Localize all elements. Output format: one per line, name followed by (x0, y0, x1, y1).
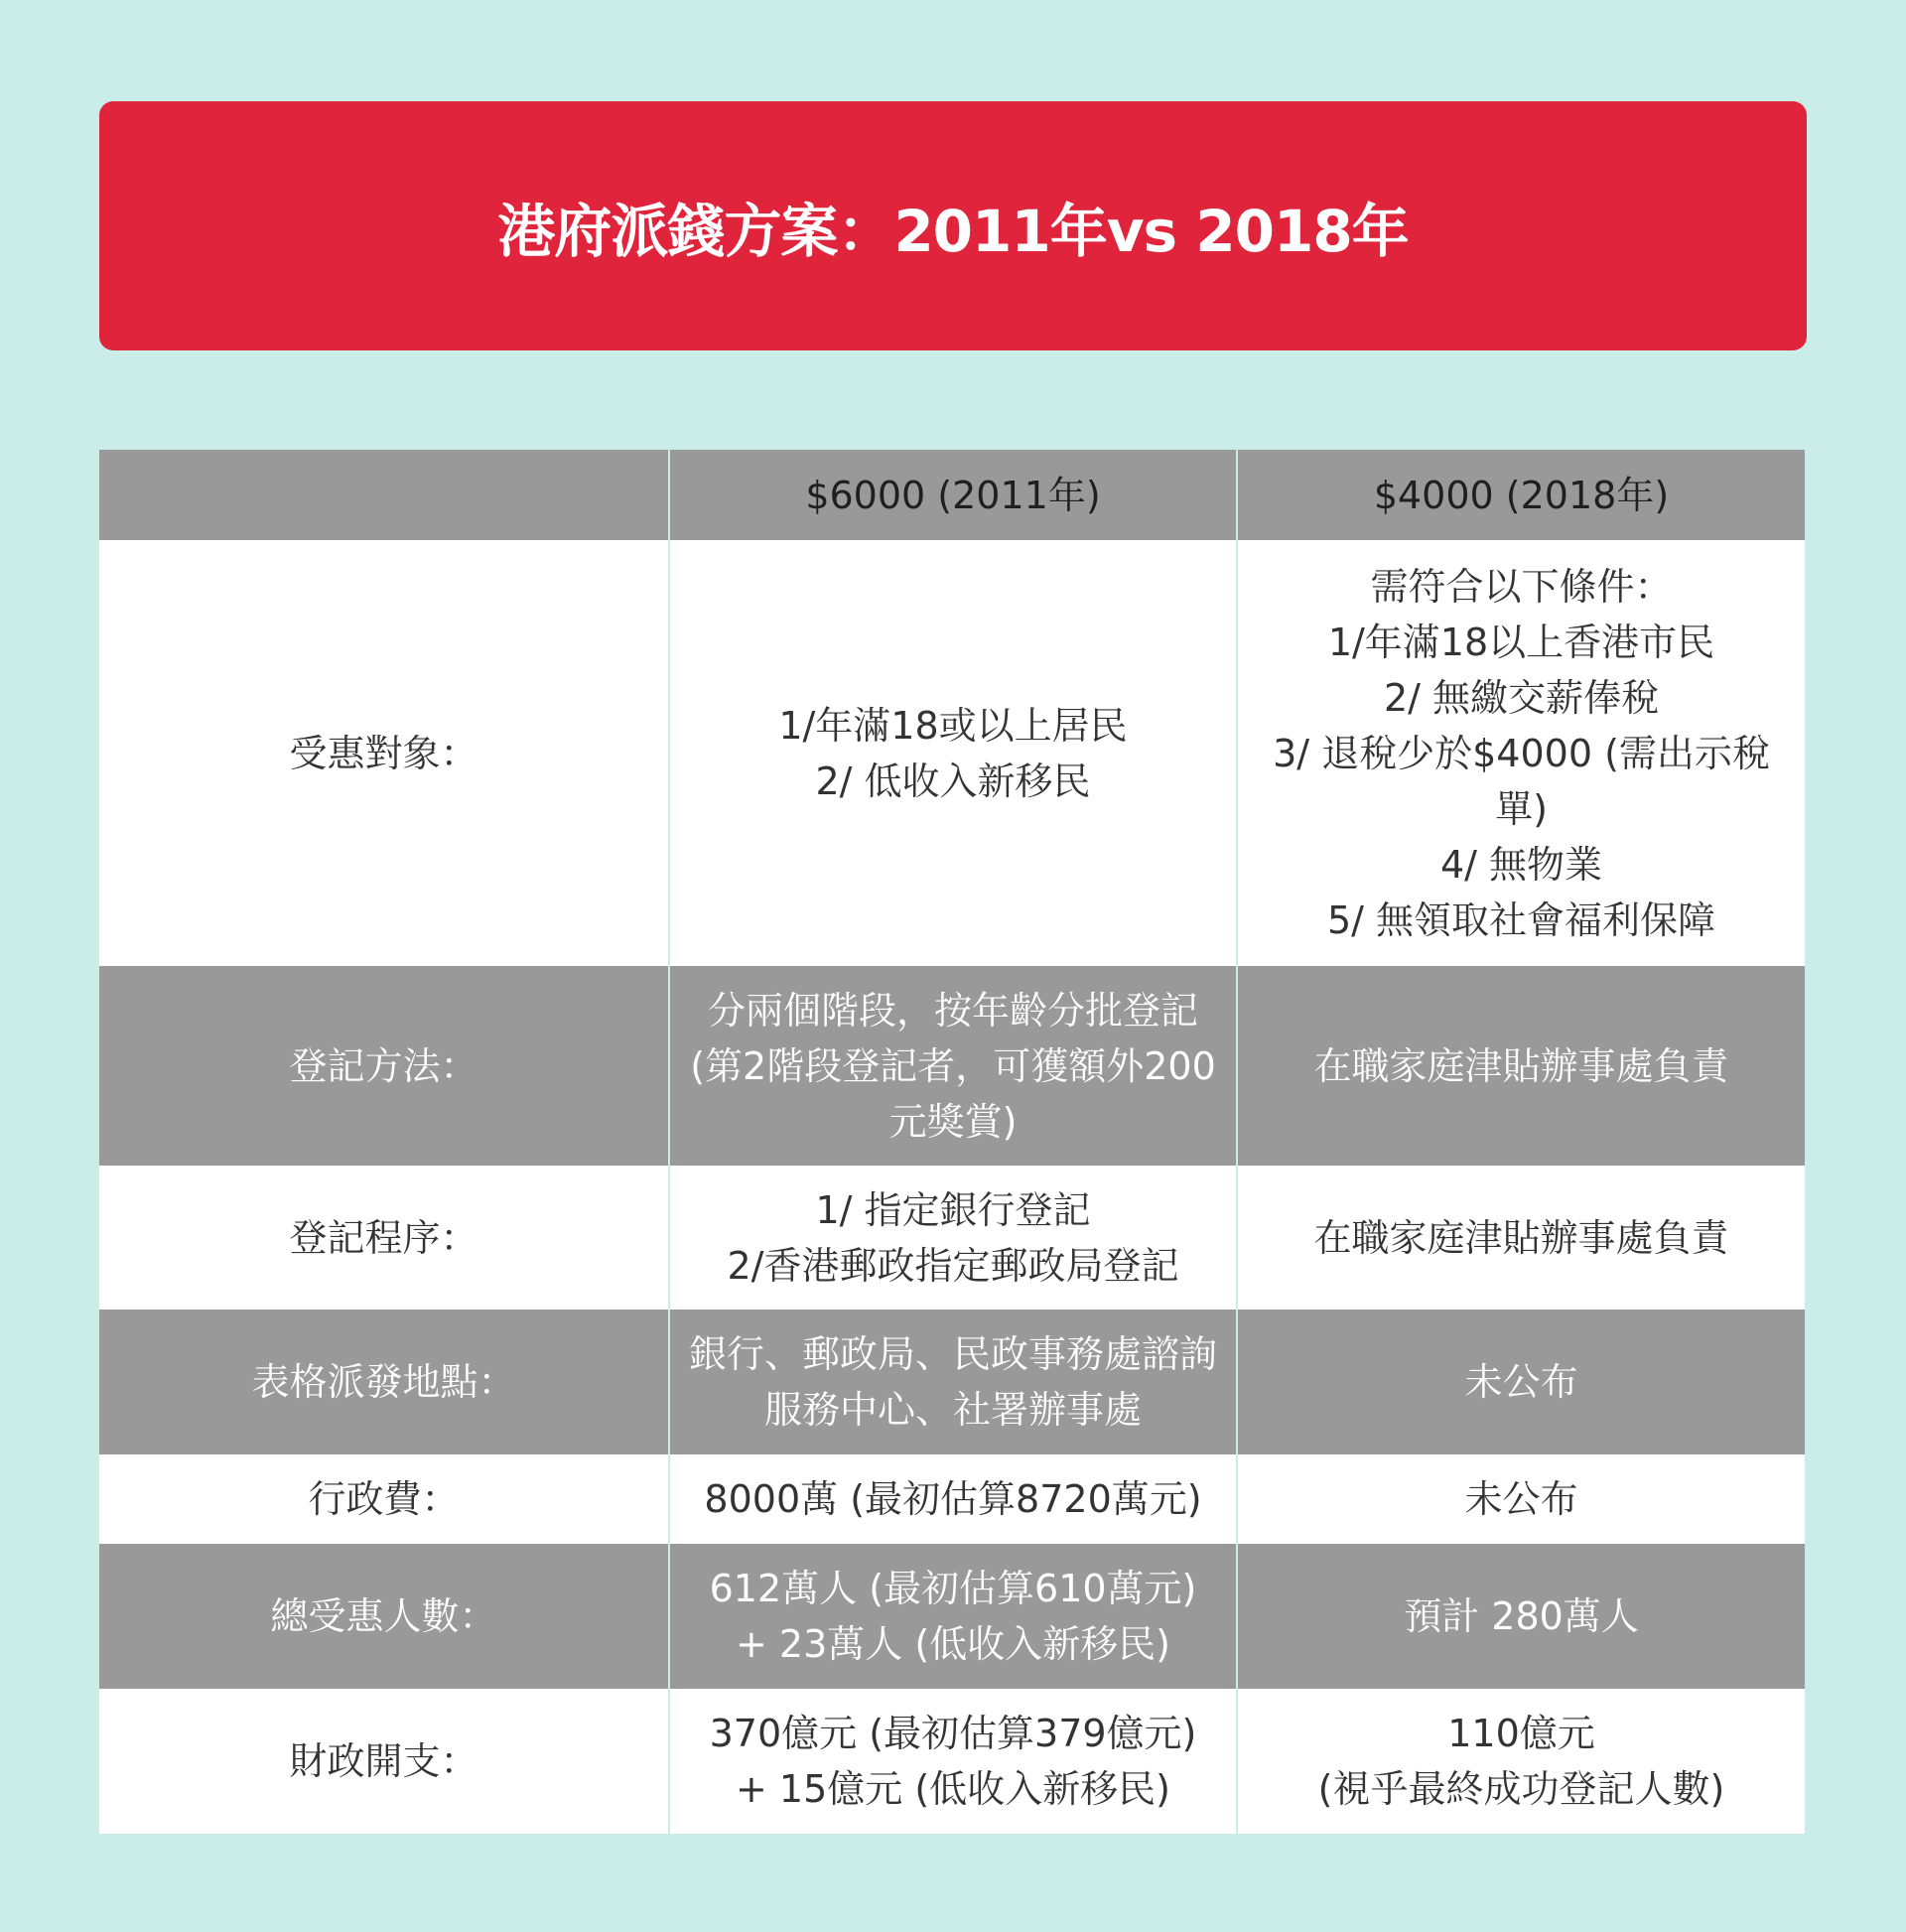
cell-line: 分兩個階段，按年齡分批登記 (第2階段登記者，可獲額外200元獎賞) (690, 988, 1216, 1144)
table-row (99, 1310, 1805, 1454)
cell-line: 2/香港郵政指定郵政局登記 (727, 1243, 1179, 1288)
cell-2011 (669, 1689, 1237, 1834)
row-label: 受惠對象： (99, 540, 669, 966)
header-row (99, 450, 1805, 540)
cell-line: 在職家庭津貼辦事處負責 (1313, 1043, 1729, 1088)
table-row (99, 1166, 1805, 1310)
cell-line: 未公布 (1464, 1477, 1578, 1521)
row-label: 總受惠人數： (99, 1544, 669, 1689)
cell-line: + 23萬人 (低收入新移民) (735, 1622, 1170, 1666)
table-row (99, 1544, 1805, 1689)
row-label: 表格派發地點： (99, 1310, 669, 1454)
cell-line: 銀行、郵政局、民政事務處諮詢服務中心、社署辦事處 (688, 1332, 1217, 1432)
cell-line: 4/ 無物業 (1439, 842, 1603, 887)
header-cell-2018: $4000 (2018年) (1237, 450, 1805, 540)
cell-line: 1/年滿18以上香港市民 (1327, 620, 1715, 664)
table-row (99, 1454, 1805, 1544)
cell-line: (視乎最終成功登記人數) (1317, 1767, 1725, 1811)
row-label: 財政開支： (99, 1689, 669, 1834)
cell-line: 612萬人 (最初估算610萬元) (709, 1567, 1197, 1610)
cell-line: 8000萬 (最初估算8720萬元) (704, 1477, 1202, 1521)
cell-line: 110億元 (1447, 1712, 1595, 1755)
cell-line: 370億元 (最初估算379億元) (709, 1712, 1197, 1755)
title-banner (99, 101, 1807, 350)
cell-2011 (669, 1454, 1237, 1544)
cell-line: + 15億元 (低收入新移民) (735, 1767, 1170, 1811)
cell-2011 (669, 1166, 1237, 1310)
cell-line: 2/ 低收入新移民 (815, 759, 1091, 803)
cell-2011 (669, 1310, 1237, 1454)
cell-2018 (1237, 966, 1805, 1166)
comparison-table (99, 450, 1805, 1834)
cell-line: 1/ 指定銀行登記 (815, 1187, 1091, 1232)
row-label: 行政費： (99, 1454, 669, 1544)
cell-2018 (1237, 1454, 1805, 1544)
cell-2018 (1237, 1544, 1805, 1689)
cell-line: 5/ 無領取社會福利保障 (1326, 897, 1716, 942)
table-row (99, 540, 1805, 966)
cell-line: 1/年滿18或以上居民 (778, 703, 1128, 748)
table-row (99, 966, 1805, 1166)
page-title: 港府派錢方案：2011年vs 2018年 (497, 197, 1409, 265)
cell-2018 (1237, 1310, 1805, 1454)
cell-2011 (669, 540, 1237, 966)
cell-2011 (669, 966, 1237, 1166)
header-cell-empty (99, 450, 669, 540)
cell-line: 3/ 退稅少於$4000 (需出示稅單) (1273, 731, 1770, 831)
cell-line: 需符合以下條件： (1370, 564, 1673, 609)
row-label: 登記程序： (99, 1166, 669, 1310)
header-cell-2011: $6000 (2011年) (669, 450, 1237, 540)
cell-line: 預計 280萬人 (1404, 1594, 1639, 1638)
cell-2018 (1237, 1166, 1805, 1310)
table-row (99, 1689, 1805, 1834)
cell-2011 (669, 1544, 1237, 1689)
cell-line: 2/ 無繳交薪俸稅 (1383, 675, 1660, 720)
cell-line: 在職家庭津貼辦事處負責 (1313, 1215, 1729, 1260)
cell-line: 未公布 (1464, 1360, 1578, 1404)
cell-2018 (1237, 1689, 1805, 1834)
cell-2018 (1237, 540, 1805, 966)
row-label: 登記方法： (99, 966, 669, 1166)
